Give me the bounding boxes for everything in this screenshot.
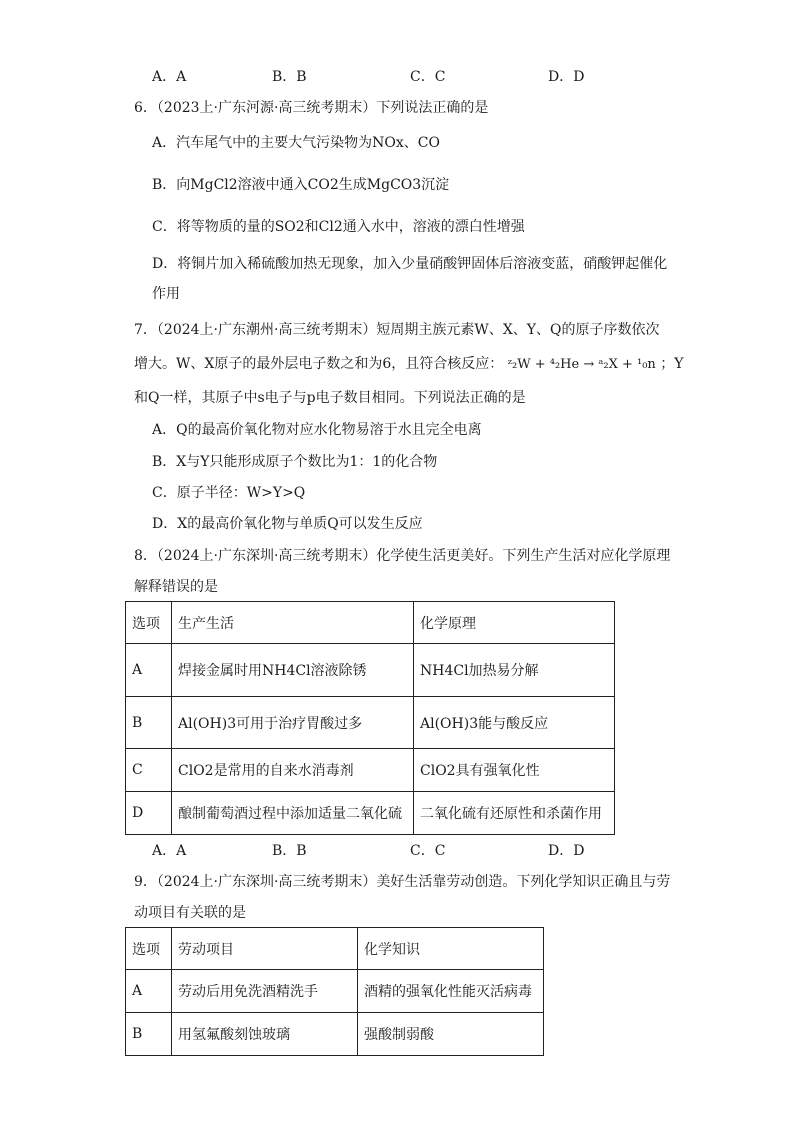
q9-header-knowledge: 化学知识: [358, 928, 544, 970]
q7-stem-line2-prefix: 增大。W、X原子的最外层电子数之和为6，且符合核反应：: [134, 356, 504, 372]
q9-row-a-labor: 劳动后用免洗酒精洗手: [172, 970, 358, 1013]
table-row: [126, 749, 615, 792]
q6-option-b: B．向MgCl2溶液中通入CO2生成MgCO3沉淀: [152, 177, 450, 193]
q8-table-header: [126, 602, 615, 644]
table-row: [126, 970, 544, 1013]
q9-stem-line1: 9．（2024上·广东深圳·高三统考期末）美好生活靠劳动创造。下列化学知识正确且与劳: [134, 874, 671, 890]
q6-option-d-line1: D．将铜片加入稀硫酸加热无现象，加入少量硝酸钾固体后溶液变蓝，硝酸钾起催化: [152, 256, 668, 272]
q8-option-a: A．A: [152, 843, 187, 859]
q9-table: [125, 927, 544, 1056]
q9-table-header: [126, 928, 544, 970]
q8-table: [125, 601, 615, 835]
q7-option-b: B．X与Y只能形成原子个数比为1：1的化合物: [152, 454, 438, 470]
q5-option-c: C．C: [410, 69, 446, 85]
q8-header-production: 生产生活: [172, 602, 414, 644]
q8-header-option: 选项: [126, 602, 172, 644]
q9-header-labor: 劳动项目: [172, 928, 358, 970]
table-row: [126, 792, 615, 835]
q6-option-d-line2: 作用: [152, 286, 180, 302]
q7-option-d: D．X的最高价氧化物与单质Q可以发生反应: [152, 516, 423, 532]
q8-row-a-principle: NH4Cl加热易分解: [414, 644, 615, 697]
q6-stem: 6．（2023上·广东河源·高三统考期末）下列说法正确的是: [134, 100, 489, 116]
q9-row-b-labor: 用氢氟酸刻蚀玻璃: [172, 1013, 358, 1056]
q8-row-c-principle: ClO2具有强氧化性: [414, 749, 615, 792]
q8-stem-line1: 8．（2024上·广东深圳·高三统考期末）化学使生活更美好。下列生产生活对应化学原理: [134, 548, 671, 564]
q8-row-a-option: A: [126, 644, 172, 697]
q9-row-a-knowledge: 酒精的强氧化性能灭活病毒: [358, 970, 544, 1013]
q8-row-d-option: D: [126, 792, 172, 835]
q7-stem-line3: 和Q一样，其原子中s电子与p电子数目相同。下列说法正确的是: [134, 390, 526, 406]
q9-stem-line2: 动项目有关联的是: [134, 905, 246, 921]
q6-option-a: A．汽车尾气中的主要大气污染物为NOx、CO: [152, 135, 440, 151]
q8-stem-line2: 解释错误的是: [134, 579, 218, 595]
q8-option-d: D．D: [548, 843, 585, 859]
q5-option-d: D．D: [548, 69, 585, 85]
q9-row-b-option: B: [126, 1013, 172, 1056]
q8-option-c: C．C: [410, 843, 446, 859]
q9-row-b-knowledge: 强酸制弱酸: [358, 1013, 544, 1056]
q7-stem-line1: 7．（2024上·广东潮州·高三统考期末）短周期主族元素W、X、Y、Q的原子序数依次: [134, 322, 660, 338]
q8-row-b-option: B: [126, 697, 172, 749]
table-row: [126, 697, 615, 749]
q8-option-b: B．B: [272, 843, 307, 859]
q8-row-d-principle: 二氧化硫有还原性和杀菌作用: [414, 792, 615, 835]
q7-option-a: A．Q的最高价氧化物对应水化物易溶于水且完全电离: [152, 422, 482, 438]
q9-header-option: 选项: [126, 928, 172, 970]
q8-row-b-principle: Al(OH)3能与酸反应: [414, 697, 615, 749]
q9-row-a-option: A: [126, 970, 172, 1013]
q7-stem-line2-suffix: ；Y: [660, 356, 684, 372]
q7-option-c: C．原子半径：W>Y>Q: [152, 485, 306, 501]
table-row: [126, 644, 615, 697]
q6-option-c: C．将等物质的量的SO2和Cl2通入水中，溶液的漂白性增强: [152, 219, 525, 235]
q5-option-b: B．B: [272, 69, 307, 85]
q8-header-principle: 化学原理: [414, 602, 615, 644]
q5-options: [152, 66, 612, 86]
q7-nuclear-reaction: ᶻ₂W + ⁴₂He → ᵃ₂X + ¹₀n: [507, 357, 656, 372]
q5-option-a: A．A: [152, 69, 187, 85]
q7-stem-line2: [134, 354, 684, 375]
q8-row-c-option: C: [126, 749, 172, 792]
q8-row-a-production: 焊接金属时用NH4Cl溶液除锈: [172, 644, 414, 697]
q8-row-b-production: Al(OH)3可用于治疗胃酸过多: [172, 697, 414, 749]
q8-options: [152, 840, 612, 860]
q8-row-d-production: 酿制葡萄酒过程中添加适量二氧化硫: [172, 792, 414, 835]
q8-row-c-production: ClO2是常用的自来水消毒剂: [172, 749, 414, 792]
table-row: [126, 1013, 544, 1056]
